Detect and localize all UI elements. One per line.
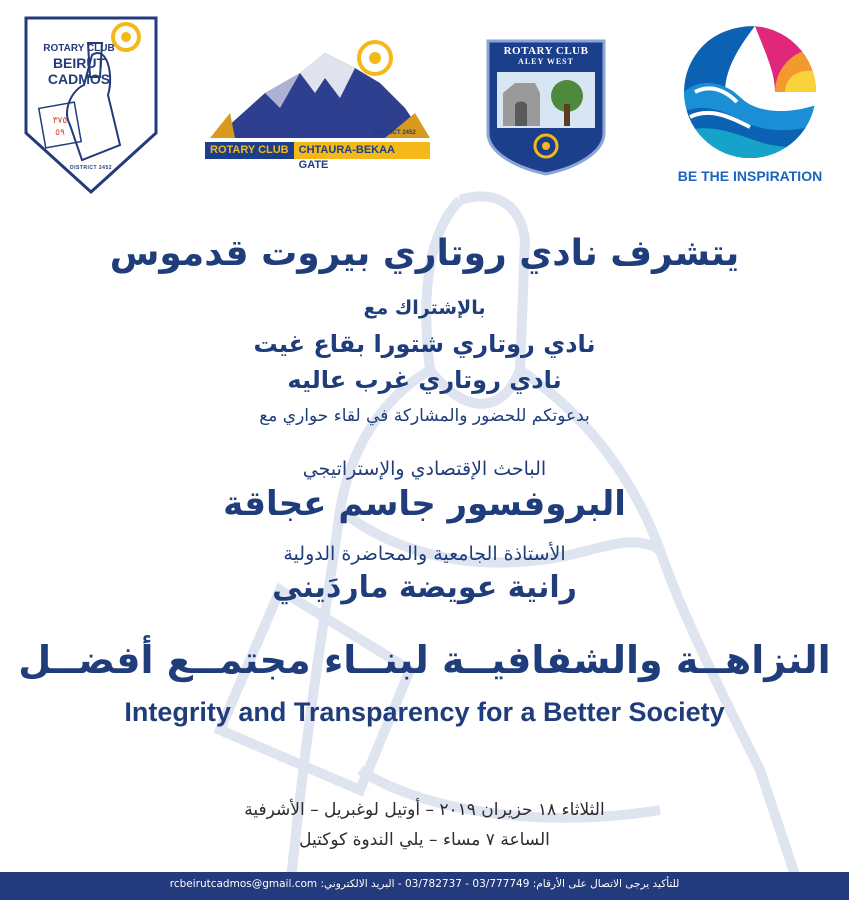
svg-text:٣٧٥: ٣٧٥ (52, 116, 68, 126)
cadmos-logo-line2: BEIRUT (52, 55, 106, 71)
chtaura-logo-band (205, 142, 430, 171)
topic-arabic: النزاهــة والشفافيــة لبنــاء مجتمــع أفضــل (18, 638, 831, 682)
svg-text:٥٩: ٥٩ (55, 128, 65, 138)
wave-circle-icon (665, 22, 835, 162)
cadmos-logo-line3: CADMOS (47, 71, 111, 87)
chtaura-band-right: CHTAURA-BEKAA GATE (294, 142, 430, 159)
invitation-heading: يتشرف نادي روتاري بيروت قدموس (109, 233, 740, 274)
invite-line: بدعوتكم للحضور والمشاركة في لقاء حواري مع (259, 406, 590, 426)
mountain-icon (205, 38, 430, 142)
aley-logo-line2: ALEY WEST (518, 57, 574, 66)
rotary-inspiration-logo (665, 22, 835, 187)
event-time: الساعة ٧ مساء – يلي الندوة كوكتيل (299, 830, 550, 850)
partner-club-1: نادي روتاري شتورا بقاع غيت (253, 330, 596, 358)
cadmos-logo-district: DISTRICT 2452 (69, 165, 113, 171)
speaker-2-title: الأستاذة الجامعية والمحاضرة الدولية (283, 543, 566, 565)
rotary-beirut-cadmos-logo (22, 15, 160, 195)
speaker-1-name: البروفسور جاسم عجاقة (223, 484, 626, 524)
rotary-chtaura-logo (205, 38, 430, 171)
topic-english: Integrity and Transparency for a Better Society (124, 697, 725, 727)
chtaura-logo-district: DISTRICT 2452 (373, 130, 416, 136)
rotary-logo-caption: BE THE INSPIRATION (677, 168, 823, 184)
partner-intro: بالإشتراك مع (363, 297, 486, 319)
footer-contact: للتأكيد يرجى الاتصال على الأرقام: 03/777749 - 03/782737 - البريد الالكتروني: rcbeirutcadmos@gmail.com (169, 878, 680, 890)
cadmos-logo-line1: ROTARY CLUB (43, 43, 115, 54)
footer-bar (0, 872, 849, 900)
speaker-2-name: رانية عويضة ماردَيني (272, 570, 577, 605)
aley-logo-line1: ROTARY CLUB (503, 45, 589, 57)
event-date-venue: الثلاثاء ١٨ حزيران ٢٠١٩ – أوتيل لوغبريل – الأشرفية (244, 800, 605, 820)
chtaura-band-left: ROTARY CLUB (205, 142, 294, 159)
rotary-aley-west-logo (485, 38, 607, 176)
partner-club-2: نادي روتاري غرب عاليه (287, 366, 562, 394)
cadmos-watermark-icon (160, 170, 800, 890)
speaker-1-title: الباحث الإقتصادي والإستراتيجي (302, 458, 547, 480)
